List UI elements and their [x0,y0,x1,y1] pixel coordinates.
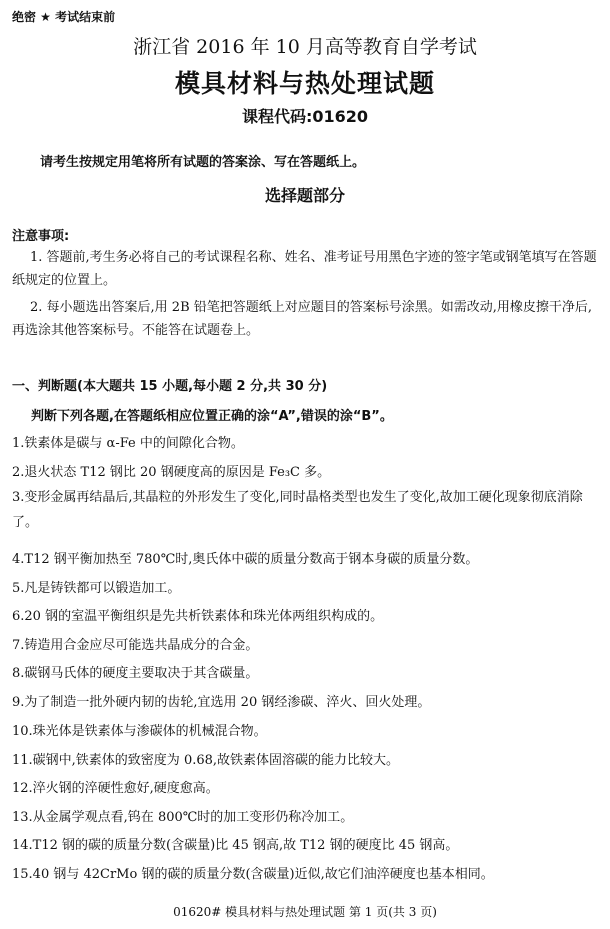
question-item: 8.碳钢马氏体的硬度主要取决于其含碳量。 [12,666,259,681]
question-item: 9.为了制造一批外硬内韧的齿轮,宜选用 20 钢经渗碳、淬火、回火处理。 [12,695,431,710]
question-item: 5.凡是铸铁都可以锻造加工。 [12,581,181,596]
exam-title: 浙江省 2016 年 10 月高等教育自学考试 [133,36,477,58]
section-heading: 一、判断题(本大题共 15 小题,每小题 2 分,共 30 分) [12,379,328,394]
course-code: 课程代码:01620 [241,107,369,126]
question-item: 15.40 钢与 42CrMo 钢的碳的质量分数(含碳量)近似,故它们油淬硬度也基本相同。 [12,867,494,882]
question-item: 6.20 钢的室温平衡组织是先共析铁素体和珠光体两组织构成的。 [12,609,384,624]
section-instruction: 判断下列各题,在答题纸相应位置正确的涂“A”,错误的涂“B”。 [31,409,393,424]
question-item: 13.从金属学观点看,钨在 800℃时的加工变形仍称冷加工。 [12,810,354,825]
question-item: 3.变形金属再结晶后,其晶粒的外形发生了变化,同时晶格类型也发生了变化,故加工硬化现象彻底消除了。 [12,490,583,530]
question-item: 7.铸造用合金应尽可能选共晶成分的合金。 [12,638,259,653]
question-item: 1.铁素体是碳与 α-Fe 中的间隙化合物。 [12,436,244,451]
notice-item: 2. 每小题选出答案后,用 2B 铅笔把答题纸上对应题目的答案标号涂黑。如需改动,用橡皮擦干净后,再选涂其他答案标号。不能答在试题卷上。 [12,300,593,338]
notice-heading: 注意事项: [12,229,70,244]
notice-item: 1. 答题前,考生务必将自己的考试课程名称、姓名、准考证号用黑色字迹的签字笔或钢笔填写在答题纸规定的位置上。 [12,250,597,288]
section-part-title: 选择题部分 [264,186,345,205]
subject-title: 模具材料与热处理试题 [174,69,435,98]
question-item: 12.淬火钢的淬硬性愈好,硬度愈高。 [12,781,219,796]
question-item: 11.碳钢中,铁素体的致密度为 0.68,故铁素体固溶碳的能力比较大。 [12,753,400,768]
page-footer: 01620# 模具材料与热处理试题 第 1 页(共 3 页) [173,905,437,919]
secret-mark: 绝密 ★ 考试结束前 [12,10,116,24]
question-item: 14.T12 钢的碳的质量分数(含碳量)比 45 钢高,故 T12 钢的硬度比 45 钢高。 [12,838,459,853]
question-item: 2.退火状态 T12 钢比 20 钢硬度高的原因是 Fe₃C 多。 [12,465,331,480]
general-instruction: 请考生按规定用笔将所有试题的答案涂、写在答题纸上。 [40,155,366,170]
question-item: 10.珠光体是铁素体与渗碳体的机械混合物。 [12,724,267,739]
question-item: 4.T12 钢平衡加热至 780℃时,奥氏体中碳的质量分数高于钢本身碳的质量分数。 [12,552,479,567]
